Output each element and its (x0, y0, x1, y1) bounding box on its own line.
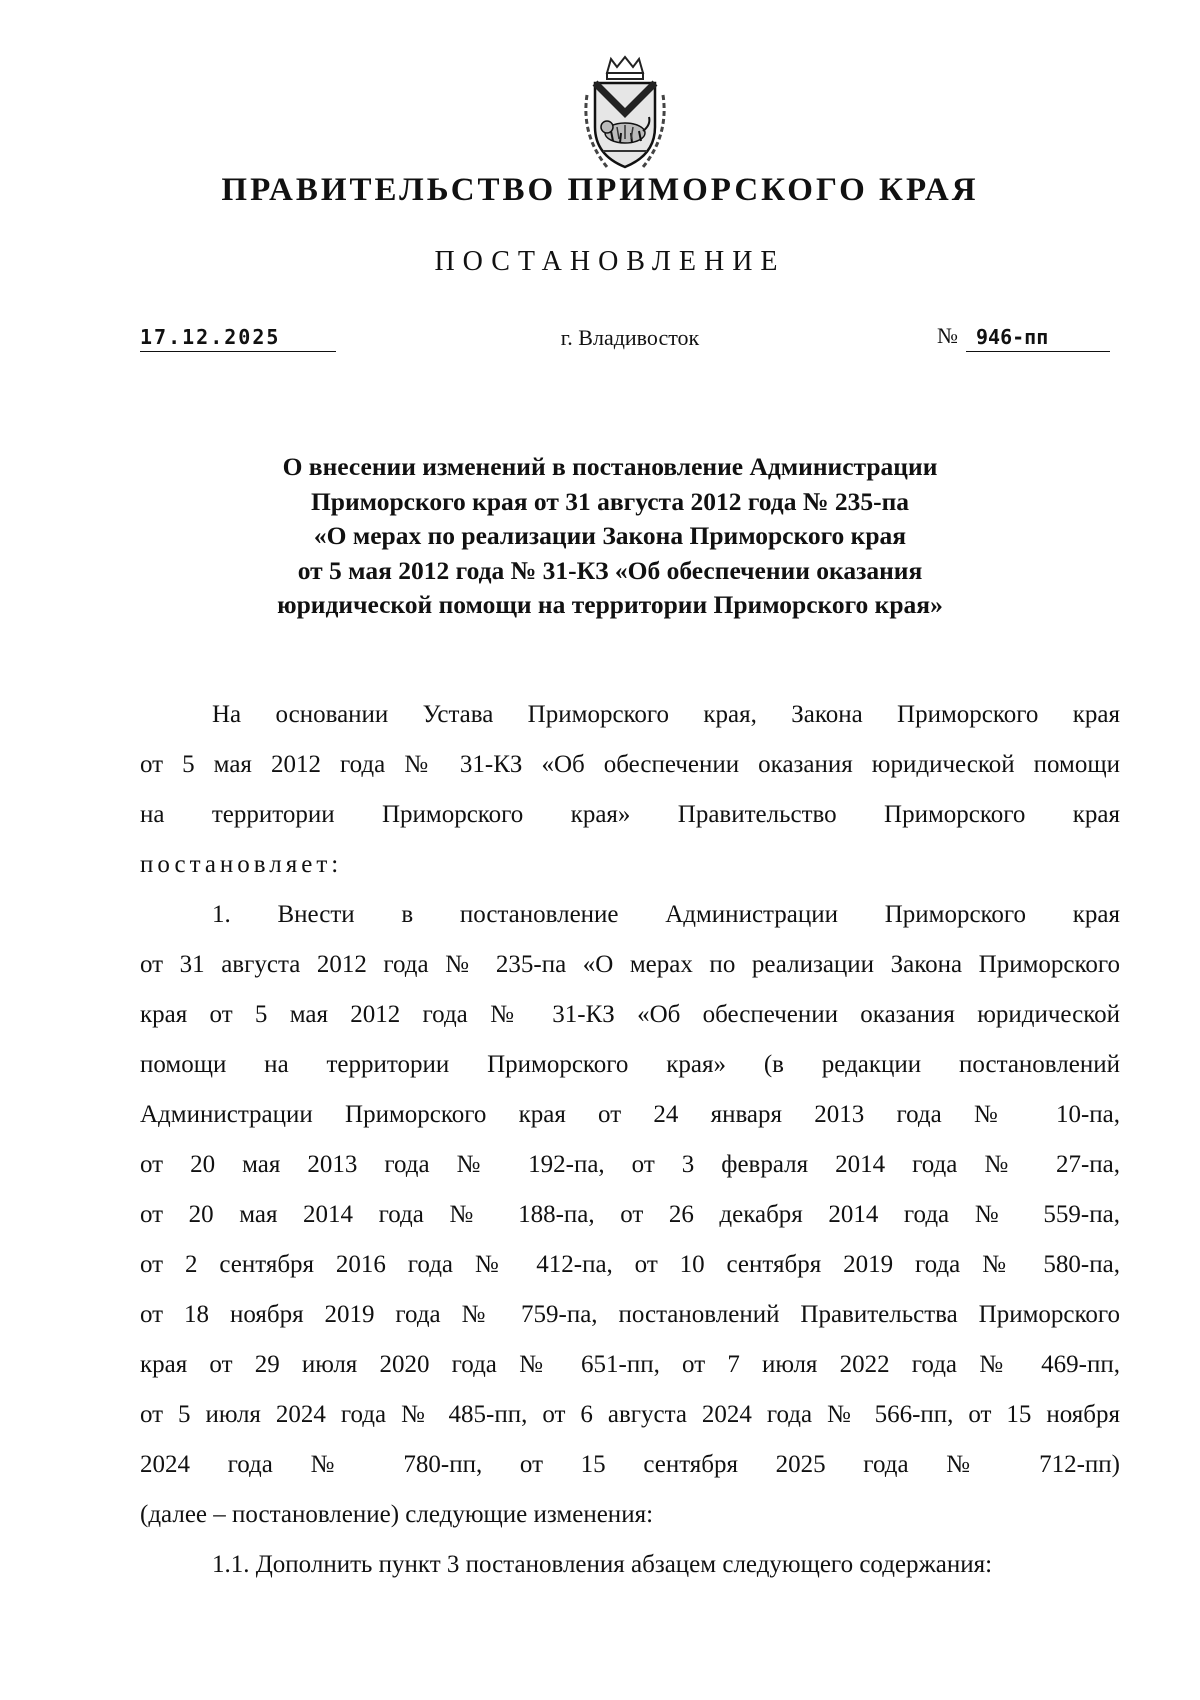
body-line: от 5 июля 2024 года № 485-пп, от 6 августа 2024 года № 566-пп, от 15 ноября (140, 1401, 1120, 1428)
number-label: № (937, 323, 958, 348)
body-line: края от 29 июля 2020 года № 651-пп, от 7 июля 2022 года № 469-пп, (140, 1351, 1120, 1378)
body-line: помощи на территории Приморского края» (в редакции постановлений (140, 1051, 1120, 1078)
subject-line: О внесении изменений в постановление Администрации (282, 452, 938, 481)
body-line: от 20 мая 2014 года № 188-па, от 26 декабря 2014 года № 559-па, (140, 1201, 1120, 1228)
document-city: г. Владивосток (560, 325, 700, 350)
body-line: Администрации Приморского края от 24 января 2013 года № 10-па, (140, 1101, 1120, 1128)
government-title: ПРАВИТЕЛЬСТВО ПРИМОРСКОГО КРАЯ (221, 172, 979, 208)
subject-line: от 5 мая 2012 года № 31-КЗ «Об обеспечении оказания (297, 555, 923, 585)
body-line: от 20 мая 2013 года № 192-па, от 3 февраля 2014 года № 27-па, (140, 1151, 1120, 1178)
document-number: 946-пп (966, 325, 1110, 352)
body-line: края от 5 мая 2012 года № 31-КЗ «Об обеспечении оказания юридической (140, 1001, 1120, 1028)
document-type: ПОСТАНОВЛЕНИЕ (434, 246, 786, 277)
body-line: 2024 года № 780-пп, от 15 сентября 2025 года № 712-пп) (140, 1451, 1120, 1478)
subject-line: «О мерах по реализации Закона Приморского края (313, 521, 907, 550)
body-line: от 2 сентября 2016 года № 412-па, от 10 сентября 2019 года № 580-па, (140, 1251, 1120, 1278)
body-line: от 18 ноября 2019 года № 759-па, постановлений Правительства Приморского (140, 1301, 1120, 1328)
body-line: 1. Внести в постановление Администрации Приморского края (212, 901, 1120, 928)
body-line: от 5 мая 2012 года № 31-КЗ «Об обеспечении оказания юридической помощи (140, 751, 1120, 778)
document-date: 17.12.2025 (140, 325, 336, 352)
document-subject (220, 450, 1000, 623)
body-line: на территории Приморского края» Правительство Приморского края (140, 801, 1120, 828)
body-line: 1.1. Дополнить пункт 3 постановления абзацем следующего содержания: (212, 1551, 993, 1578)
body-line: постановляет: (140, 851, 343, 878)
body-line: (далее – постановление) следующие изменения: (140, 1501, 654, 1528)
coat-of-arms-emblem (577, 55, 673, 175)
body-line: На основании Устава Приморского края, Закона Приморского края (212, 701, 1120, 728)
subject-line: Приморского края от 31 августа 2012 года № 235-па (310, 486, 910, 516)
document-body (140, 690, 1120, 1590)
body-line: от 31 августа 2012 года № 235-па «О мерах по реализации Закона Приморского (140, 951, 1120, 978)
subject-line: юридической помощи на территории Приморского края» (277, 590, 943, 619)
